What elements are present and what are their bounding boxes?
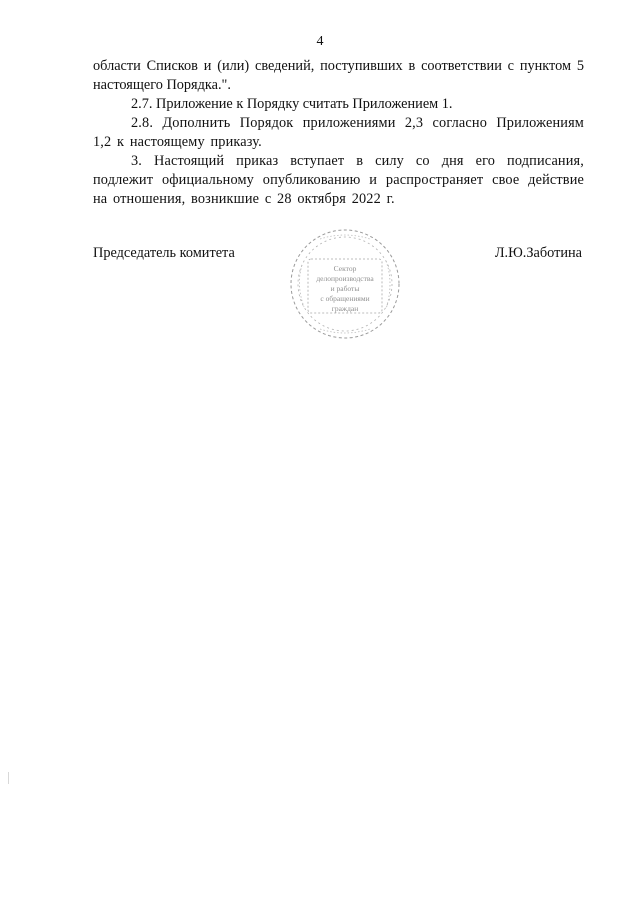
stamp-graphic (286, 225, 404, 343)
stamp-line-4: с обращениями (320, 294, 370, 303)
official-stamp (286, 225, 404, 343)
scan-edge-mark (8, 772, 9, 784)
paragraph-2-7: 2.7. Приложение к Порядку считать Приложением 1. (131, 96, 453, 112)
stamp-line-5: граждан (331, 304, 359, 313)
paragraph-3: 3. Настоящий приказ вступает в силу со дня его подписания, подлежит официальному опубликованию и распространяет свое действие на отношения, возникшие с 28 октября 2022 г. (93, 153, 584, 207)
paragraph-continuation: области Списков и (или) сведений, поступивших в соответствии с пунктом 5 настоящего Порядка.". (93, 58, 584, 93)
stamp-line-1: Сектор (333, 264, 357, 273)
stamp-bottom-arc-marks (320, 329, 370, 333)
page-number: 4 (316, 34, 324, 49)
stamp-line-2: делопроизводства (316, 274, 374, 283)
stamp-line-3: и работы (330, 284, 360, 293)
stamp-right-arc-marks (386, 261, 390, 309)
signatory-name: Л.Ю.Заботина (494, 245, 582, 261)
signatory-title: Председатель комитета (93, 245, 235, 261)
paragraph-2-8: 2.8. Дополнить Порядок приложениями 2,3 согласно Приложениям 1,2 к настоящему приказу. (93, 115, 584, 150)
document-body (93, 57, 584, 209)
